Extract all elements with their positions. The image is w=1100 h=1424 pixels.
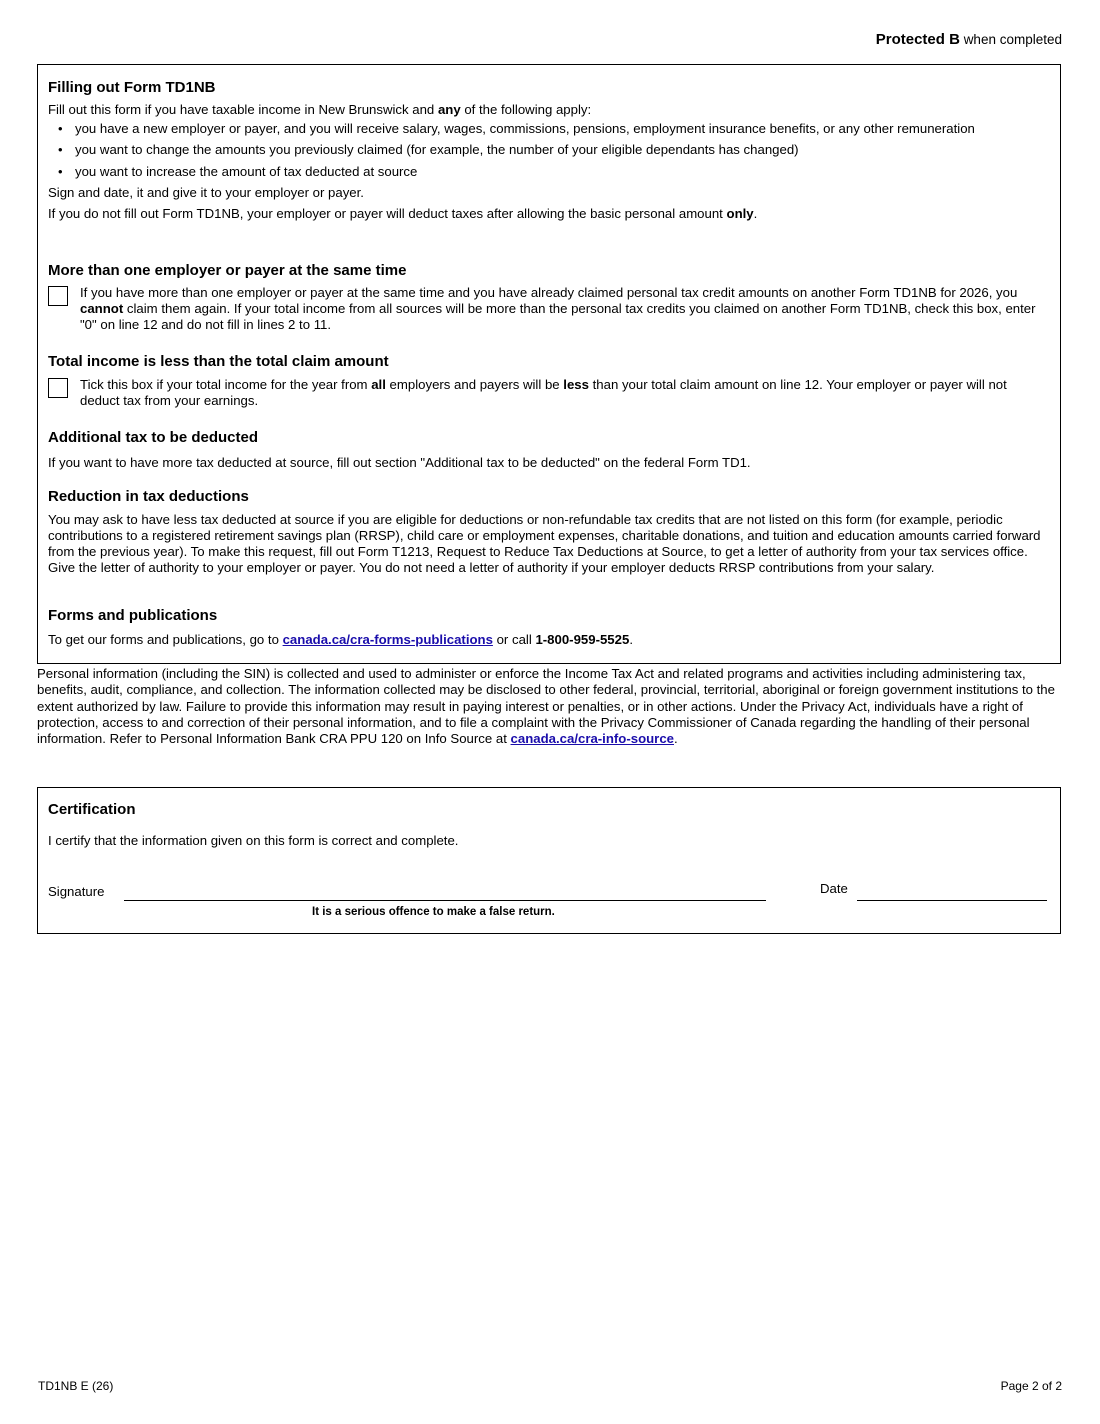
total-income-title: Total income is less than the total claim amount <box>48 353 389 370</box>
no-fill-note: If you do not fill out Form TD1NB, your employer or payer will deduct taxes after allowing the basic personal amount only. <box>48 206 758 221</box>
total-income-text: Tick this box if your total income for the year from all employers and payers will be less than your total claim amount on line 12. Your employer or payer will not deduct tax from your earnings. <box>80 377 1007 408</box>
multiple-employer-section <box>48 262 1050 333</box>
protected-b-label <box>876 32 1062 48</box>
signature-line[interactable] <box>124 900 766 901</box>
privacy-notice: Personal information (including the SIN) is collected and used to administer or enforce the Income Tax Act and related programs and activities including administering tax, benefits, audit, compliance, and collection. The information collected may be disclosed to other federal, provincial, territorial, aboriginal or foreign government institutions to the extent authorized by law. Failure to provide this information may result in paying interest or penalties, or in other actions. Under the Privacy Act, individuals have a right of protection, access to and correction of their personal information, and to file a complaint with the Privacy Commissioner of Canada regarding the handling of their personal information. Refer to Personal Information Bank CRA PPU 120 on Info Source at canada.ca/cra-info-source. <box>37 666 1055 747</box>
instructions-box <box>37 64 1061 664</box>
additional-tax-section <box>48 429 1050 471</box>
reduction-title: Reduction in tax deductions <box>48 488 249 505</box>
filling-section <box>48 79 1050 222</box>
protected-rest: when completed <box>963 32 1062 47</box>
reduction-text: You may ask to have less tax deducted at source if you are eligible for deductions or non-refundable tax credits that are not listed on this form (for example, periodic contributions to a registered retirement savings plan (RRSP), child care or employment expenses, charitable donations, and tuition and education amounts carried forward from the previous year). To make this request, fill out Form T1213, Request to Reduce Tax Deductions at Source, to get a letter of authority from your tax services office. Give the letter of authority to your employer or payer. You do not need a letter of authority if your employer deducts RRSP contributions from your salary. <box>48 512 1041 575</box>
page-number: Page 2 of 2 <box>1000 1379 1062 1393</box>
sign-instruction: Sign and date, it and give it to your employer or payer. <box>48 185 364 200</box>
list-item: • you want to change the amounts you previously claimed (for example, the number of your eligible dependants has changed) <box>48 142 1050 158</box>
form-id: TD1NB E (26) <box>38 1379 114 1393</box>
signature-label: Signature <box>48 884 105 899</box>
multiple-employer-checkbox[interactable] <box>48 286 68 306</box>
false-return-warning: It is a serious offence to make a false return. <box>312 906 555 918</box>
date-label: Date <box>820 881 848 896</box>
filling-bullet-list <box>48 121 1050 180</box>
certification-box <box>37 787 1061 934</box>
date-line[interactable] <box>857 900 1047 901</box>
filling-title: Filling out Form TD1NB <box>48 79 216 96</box>
multiple-title: More than one employer or payer at the same time <box>48 262 407 279</box>
forms-text: To get our forms and publications, go to canada.ca/cra-forms-publications or call 1-800-959-5525. <box>48 632 633 647</box>
list-item: • you want to increase the amount of tax deducted at source <box>48 164 1050 180</box>
multiple-text: If you have more than one employer or payer at the same time and you have already claimed personal tax credit amounts on another Form TD1NB for 2026, you cannot claim them again. If your total income from all sources will be more than the personal tax credits you claimed on another Form TD1NB, check this box, enter "0" on line 12 and do not fill in lines 2 to 11. <box>80 285 1036 332</box>
total-income-section <box>48 353 1050 409</box>
list-item: • you have a new employer or payer, and you will receive salary, wages, commissions, pensions, employment insurance benefits, or any other remuneration <box>48 121 1050 137</box>
total-income-checkbox[interactable] <box>48 378 68 398</box>
additional-title: Additional tax to be deducted <box>48 429 259 446</box>
filling-intro: Fill out this form if you have taxable income in New Brunswick and any of the following apply: <box>48 102 592 117</box>
forms-title: Forms and publications <box>48 607 218 624</box>
forms-publications-link[interactable]: canada.ca/cra-forms-publications <box>282 632 493 647</box>
info-source-link[interactable]: canada.ca/cra-info-source <box>510 731 674 747</box>
additional-text: If you want to have more tax deducted at source, fill out section "Additional tax to be deducted" on the federal Form TD1. <box>48 455 751 470</box>
reduction-section <box>48 488 1050 576</box>
total-income-checkbox-row <box>48 377 1050 409</box>
privacy-text: Personal information (including the SIN) is collected and used to administer or enforce the Income Tax Act and related programs and activities including administering tax, benefits, audit, compliance, and collection. The information collected may be disclosed to other federal, provincial, territorial, aboriginal or foreign government institutions to the extent authorized by law. Failure to provide this information may result in paying interest or penalties, or in other actions. Under the Privacy Act, individuals have a right of protection, access to and correction of their personal information, and to file a complaint with the Privacy Commissioner of Canada regarding the handling of their personal information. Refer to Personal Information Bank CRA PPU 120 on Info Source at <box>37 666 1055 747</box>
certification-statement: I certify that the information given on this form is correct and complete. <box>48 833 459 848</box>
phone-number: 1-800-959-5525 <box>535 632 630 647</box>
multiple-checkbox-row <box>48 285 1050 333</box>
certification-title: Certification <box>48 801 136 818</box>
protected-bold: Protected B <box>875 31 960 48</box>
forms-section <box>48 607 1050 648</box>
